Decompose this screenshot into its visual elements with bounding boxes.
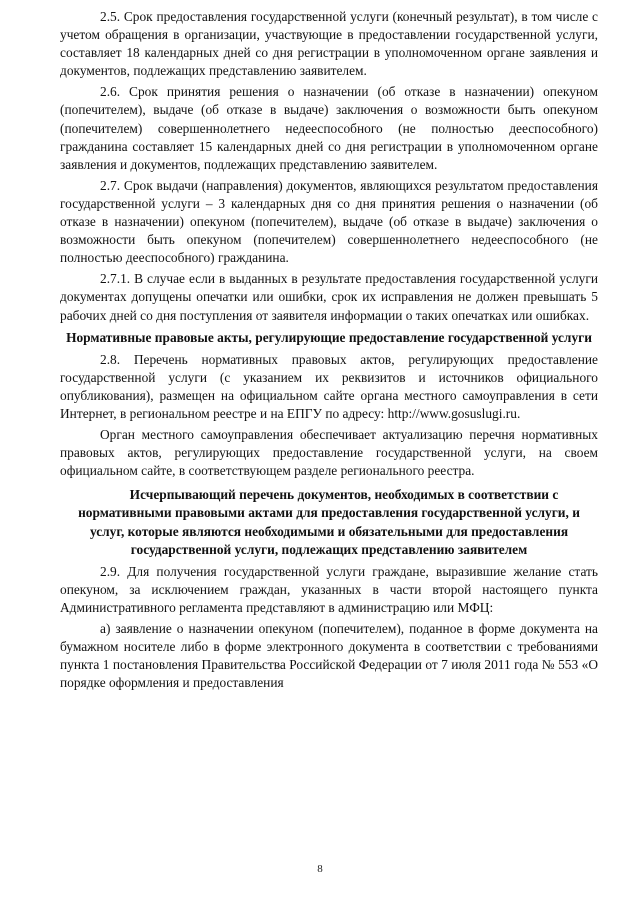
document-page	[60, 8, 598, 695]
paragraph-2-7-1: 2.7.1. В случае если в выданных в результате предоставления государственной услуги документах допущены опечатки или ошибки, срок их исправления не должен превышать 5 рабочих дней со дня поступления от заявителя информации о таких опечатках или ошибках.	[60, 271, 598, 323]
section-heading-normative-acts: Нормативные правовые акты, регулирующие предоставление государственной услуги	[66, 329, 592, 345]
section-heading-documents-list: Исчерпывающий перечень документов, необходимых в соответствии с нормативными правовыми актами для предоставления государственной услуги, и услуг, которые являются необходимыми и обязательными для предоставления государственной услуги, подлежащих представлению заявителем	[78, 487, 580, 557]
paragraph-2-7: 2.7. Срок выдачи (направления) документов, являющихся результатом предоставления государственной услуги – 3 календарных дня со дня принятия решения о назначении (об отказе в назначении) опекуном (попечителем), выдаче (об отказе в выдаче) заключения о возможности быть опекуном (попечителем) совершеннолетнего недееспособного (не полностью дееспособного) гражданина.	[60, 177, 598, 266]
paragraph-2-5: 2.5. Срок предоставления государственной услуги (конечный результат), в том числе с учетом обращения в организации, участвующие в предоставлении государственной услуги, составляет 18 календарных дней со дня регистрации в уполномоченном органе заявления и документов, подлежащих представлению заявителем.	[60, 9, 598, 79]
paragraph-2-9-a: а) заявление о назначении опекуном (попечителем), поданное в форме документа на бумажном носителе либо в форме электронного документа в соответствии с требованиями пункта 1 постановления Правительства Российской Федерации от 7 июля 2011 года № 553 «О порядке оформления и предоставления	[60, 621, 598, 691]
paragraph-2-8: 2.8. Перечень нормативных правовых актов, регулирующих предоставление государственной услуги (с указанием их реквизитов и источников официального опубликования), размещен на официальном сайте органа местного самоуправления в сети Интернет, в региональном реестре и на ЕПГУ по адресу: http://www.gosuslugi.ru.	[60, 351, 598, 421]
paragraph-2-9: 2.9. Для получения государственной услуги граждане, выразившие желание стать опекуном, за исключением граждан, указанных в части второй настоящего пункта Административного регламента представляют в администрацию или МФЦ:	[60, 563, 598, 615]
paragraph-actualization: Орган местного самоуправления обеспечивает актуализацию перечня нормативных правовых актов, регулирующих предоставление государственной услуги, на своем официальном сайте, в соответствующем разделе регионального реестра.	[60, 427, 598, 479]
paragraph-2-6: 2.6. Срок принятия решения о назначении (об отказе в назначении) опекуном (попечителем), выдаче (об отказе в выдаче) заключения о возможности быть опекуном (попечителем) совершеннолетнего недееспособного (не полностью дееспособного) гражданина составляет 15 календарных дней со дня регистрации в уполномоченном органе заявления и документов, подлежащих представлению заявителем.	[60, 84, 598, 172]
page-number: 8	[317, 863, 323, 875]
